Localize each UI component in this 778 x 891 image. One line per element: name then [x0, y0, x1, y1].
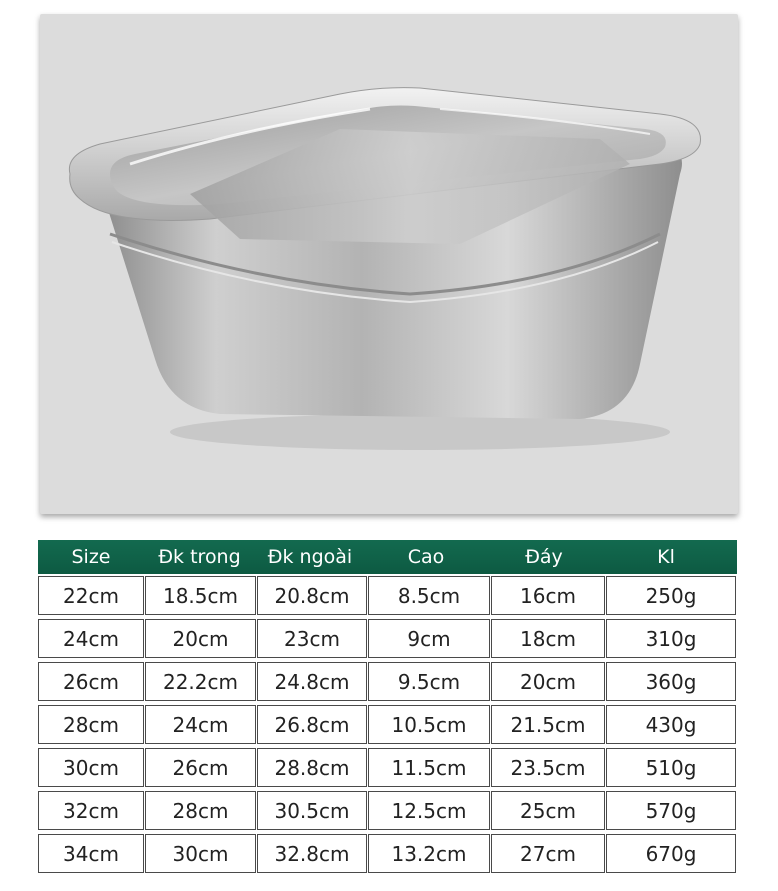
- cell-outer-diameter: 20.8cm: [257, 576, 367, 615]
- table-row: [38, 705, 737, 744]
- table-row: [38, 748, 737, 787]
- cell-weight: 670g: [606, 834, 736, 873]
- cell-bottom: 21.5cm: [491, 705, 605, 744]
- cell-bottom: 25cm: [491, 791, 605, 830]
- cell-bottom: 20cm: [491, 662, 605, 701]
- cell-inner-diameter: 30cm: [145, 834, 256, 873]
- cell-weight: 570g: [606, 791, 736, 830]
- table-body: [38, 576, 737, 877]
- cell-size: 24cm: [38, 619, 144, 658]
- cell-size: 34cm: [38, 834, 144, 873]
- cell-weight: 430g: [606, 705, 736, 744]
- cell-inner-diameter: 22.2cm: [145, 662, 256, 701]
- header-bottom: Đáy: [525, 546, 563, 568]
- header-weight: Kl: [657, 546, 675, 568]
- stainless-steel-square-basin-icon: [40, 14, 738, 514]
- header-size: Size: [71, 546, 111, 568]
- cell-height: 10.5cm: [368, 705, 490, 744]
- cell-height: 8.5cm: [368, 576, 490, 615]
- cell-outer-diameter: 23cm: [257, 619, 367, 658]
- cell-inner-diameter: 26cm: [145, 748, 256, 787]
- cell-height: 13.2cm: [368, 834, 490, 873]
- cell-weight: 310g: [606, 619, 736, 658]
- cell-bottom: 16cm: [491, 576, 605, 615]
- cell-inner-diameter: 20cm: [145, 619, 256, 658]
- table-row: [38, 576, 737, 615]
- cell-outer-diameter: 24.8cm: [257, 662, 367, 701]
- cell-outer-diameter: 28.8cm: [257, 748, 367, 787]
- cell-inner-diameter: 24cm: [145, 705, 256, 744]
- cell-bottom: 23.5cm: [491, 748, 605, 787]
- cell-size: 26cm: [38, 662, 144, 701]
- spec-table: [38, 540, 737, 866]
- header-outer-diameter: Đk ngoài: [267, 546, 353, 568]
- cell-outer-diameter: 32.8cm: [257, 834, 367, 873]
- header-inner-diameter: Đk trong: [158, 546, 241, 568]
- table-row: [38, 619, 737, 658]
- header-height: Cao: [407, 546, 445, 568]
- table-header: [38, 540, 737, 574]
- cell-size: 28cm: [38, 705, 144, 744]
- table-row: [38, 834, 737, 873]
- cell-size: 32cm: [38, 791, 144, 830]
- cell-size: 30cm: [38, 748, 144, 787]
- cell-bottom: 27cm: [491, 834, 605, 873]
- cell-outer-diameter: 30.5cm: [257, 791, 367, 830]
- cell-weight: 250g: [606, 576, 736, 615]
- cell-inner-diameter: 28cm: [145, 791, 256, 830]
- cell-weight: 510g: [606, 748, 736, 787]
- product-photo: [40, 14, 738, 514]
- cell-bottom: 18cm: [491, 619, 605, 658]
- cell-size: 22cm: [38, 576, 144, 615]
- table-row: [38, 662, 737, 701]
- cell-height: 12.5cm: [368, 791, 490, 830]
- cell-weight: 360g: [606, 662, 736, 701]
- cell-height: 9cm: [368, 619, 490, 658]
- cell-height: 9.5cm: [368, 662, 490, 701]
- cell-outer-diameter: 26.8cm: [257, 705, 367, 744]
- cell-height: 11.5cm: [368, 748, 490, 787]
- cell-inner-diameter: 18.5cm: [145, 576, 256, 615]
- table-row: [38, 791, 737, 830]
